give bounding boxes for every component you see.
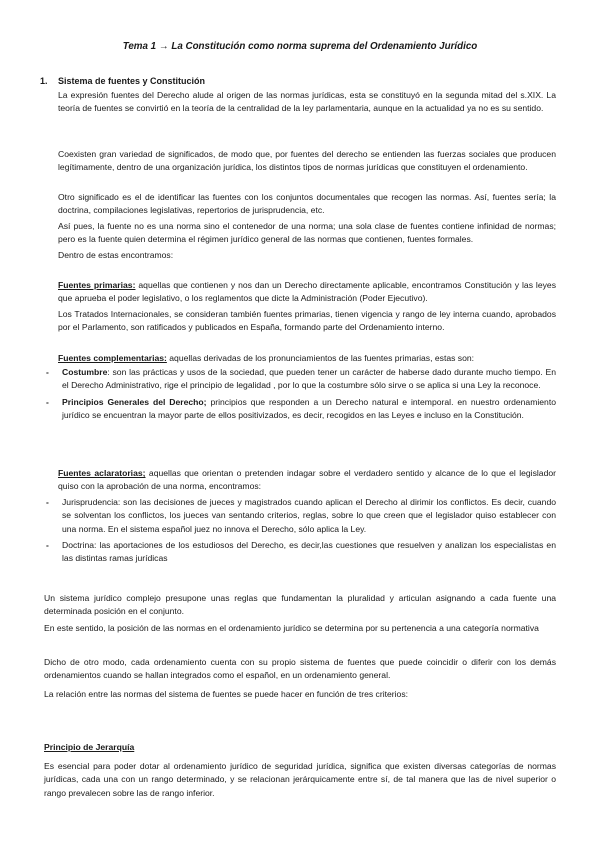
fuentes-aclaratorias-text: aquellas que orientan o pretenden indagar sobre el verdadero sentido y alcance de lo que el legislador quiso con la aprobación de una norma, encontramos: [58,468,556,492]
section-heading [40,75,205,88]
jerarquia-heading: Principio de Jerarquía [44,742,135,752]
complementarias-list [44,366,556,422]
principios-term: Principios Generales del Derecho; [62,396,207,407]
paragraph-sistema-juridico: Un sistema jurídico complejo presupone unas reglas que fundamentan la pluralidad y articulan asignando a cada fuente una determinada posición en el conjunto. [44,593,556,617]
fuentes-primarias-text: aquellas que contienen y nos dan un Derecho directamente aplicable, encontramos Constitución y las leyes que aprueba el poder legislativo, o los reglamentos que dicte la Administración (Poder Ejecutivo). [58,280,556,304]
paragraph-posicion-normas: En este sentido, la posición de las normas en el ordenamiento jurídico se determina por su pertenencia a una categoría normativa [44,623,539,633]
list-item: - Jurisprudencia: son las decisiones de jueces y magistrados cuando aplican el Derecho al dirimir los conflictos. Es decir, cuando se solventan los conflictos, los jueces van sentando criterios, reglas, sobre lo que creen que el legislador quiso establecer con una norma. En el sistema español juez no innova el Derecho, sólo aplica la Ley. [46,497,556,534]
paragraph-fuentes-origen: La expresión fuentes del Derecho alude al origen de las normas jurídicas, esta se constituyó en la segunda mitad del s.XIX. La teoría de fuentes se convirtió en la teoría de la centralidad de la ley parlamentaria, aunque en la actualidad ya no es su sentido. [58,90,556,114]
section-title: Sistema de fuentes y Constitución [58,76,206,86]
paragraph-fuentes-complementarias [58,352,556,365]
paragraph-tratados: Los Tratados Internacionales, se consideran también fuentes primarias, tienen vigencia y rango de ley interna cuando, aprobados por el Parlamento, son ratificados y publicados en España, formando parte del Ordenamiento interno. [58,309,556,333]
paragraph-significados: Coexisten gran variedad de significados, de modo que, por fuentes del derecho se entienden las fuerzas sociales que producen legítimamente, dentro de una organización jurídica, los distintos tipos de normas jurídicas que constituyen el ordenamiento. [58,149,556,173]
list-item: - Costumbre: son las prácticas y usos de la sociedad, que pueden tener un carácter de haberse dado durante mucho tiempo. En el Derecho Administrativo, rige el principio de legalidad , por lo que la costumbre sólo sirve o se aplica si una Ley la reconoce. [46,367,556,391]
fuentes-complementarias-label: Fuentes complementarias: [58,353,167,363]
section-number: 1. [40,76,48,86]
aclaratorias-list [44,496,556,565]
fuentes-primarias-label: Fuentes primarias: [58,280,136,290]
paragraph-contenedor: Así pues, la fuente no es una norma sino el contenedor de una norma; una sola clase de fuentes contiene infinidad de normas; pero es la fuente quien determina el régimen jurídico general de las normas que contienen, fuentes formales. [58,221,556,245]
fuentes-aclaratorias-label: Fuentes aclaratorias; [58,468,146,478]
paragraph-conjuntos-documentales: Otro significado es el de identificar las fuentes con los conjuntos documentales que recogen las normas. Así, fuentes sería; la doctrina, compilaciones legislativas, repertorios de jurisprudencia, etc. [58,192,556,216]
paragraph-ordenamiento: Dicho de otro modo, cada ordenamiento cuenta con su propio sistema de fuentes que puede coincidir o diferir con los demás ordenamientos cuando se hallan integrados como el español, en un ordenamiento general. [44,657,556,681]
paragraph-fuentes-aclaratorias [58,467,556,494]
paragraph-jerarquia: Es esencial para poder dotar al ordenamiento jurídico de seguridad jurídica, significa que existen diversas categorías de normas jurídicas, cada una con un rango determinado, y se relacionan jerárquicamente entre sí, de tal manera que las de nivel superior o rango prevalecen sobre las de rango inferior. [44,761,556,798]
paragraph-fuentes-primarias [58,279,556,306]
paragraph-encontramos: Dentro de estas encontramos: [58,250,174,260]
fuentes-complementarias-text: aquellas derivadas de los pronunciamientos de las fuentes primarias, estas son: [166,353,475,363]
list-item: - Doctrina: las aportaciones de los estudiosos del Derecho, es decir,las cuestiones que resuelven y analizan los especialistas en las distintas ramas jurídicas [46,539,556,564]
document-title: Tema 1 → La Constitución como norma suprema del Ordenamiento Jurídico [122,41,478,52]
costumbre-term: Costumbre [62,367,108,377]
list-item: - Principios Generales del Derecho; principios que responden a un Derecho natural e intemporal. en nuestro ordenamiento jurídico se encuentran la mayor parte de ellos positivizados, es decir, recogidos en las Leyes e incluso en la Constitución. [46,396,556,420]
paragraph-tres-criterios: La relación entre las normas del sistema de fuentes se puede hacer en función de tres criterios: [44,689,409,699]
